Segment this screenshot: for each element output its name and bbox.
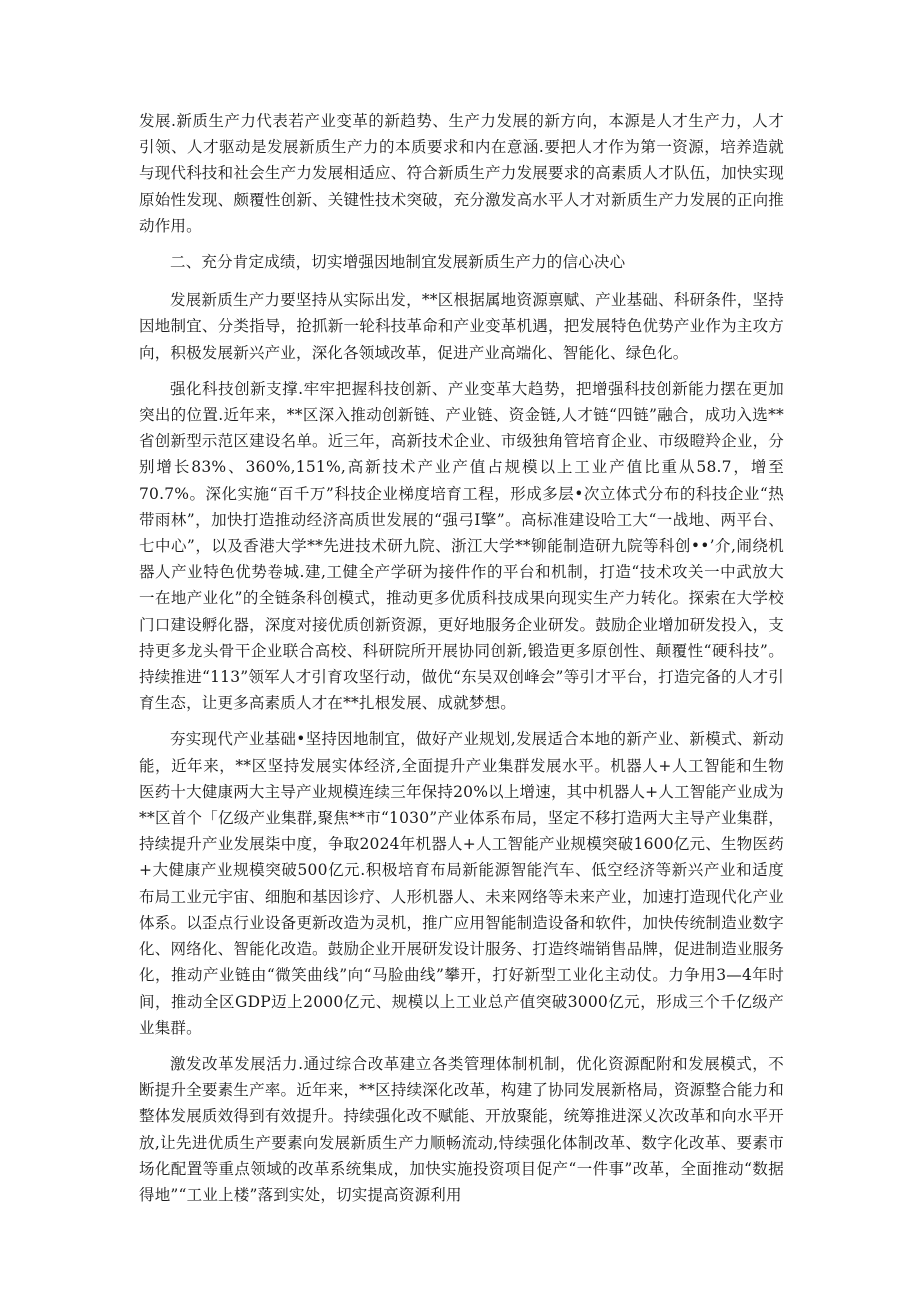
paragraph-modern-industry: 夯实现代产业基础•坚持因地制宜，做好产业规划,发展适合本地的新产业、新模式、新动能，近年来，**区坚持发展实体经济,全面提升产业集群发展水平。机器人+人工智能和生物医药十大健康两大主导产业规模连续三年保持20%以上增速，其中机器人+人工智能产业成为**区首个「亿级产业集群,聚焦**市“1030”产业体系布局，坚定不移打造两大主导产业集群，持续提升产业发展柒中度，争取2024年机器人+人工智能产业规模突破1600亿元、生物医药+大健康产业规模突破500亿元.积极培育布局新能源智能汽车、低空经济等新兴产业和适度布局工业元宇宙、细胞和基因诊疗、人形机器人、未来网络等未来产业，加速打造现代化产业体系。以歪点行业设备更新改造为灵机，推广应用智能制造设备和软件，加快传统制造业数字化、网络化、智能化改造。鼓励企业开展研发设计服务、打造终端销售品牌，促进制造业服务化，推动产业链由“微笑曲线”向“马脸曲线”攀开，打好新型工业化主动仗。力争用3—4年时间，推动全区GDP迈上2000亿元、规模以上工业总产值突破3000亿元，形成三个千亿级产业集群。 (139, 730, 784, 1037)
paragraph-reform-vitality: 激发改革发展活力.通过综合改革建立各类管理体制机制，优化资源配附和发展模式，不断提升全要素生产率。近年来，**区持续深化改革，构建了协同发展新格局，资源整合能力和整体发展质效得到有效提升。持续强化改不赋能、开放聚能，统筹推进深乂次改革和向水平开放,让先进优质生产要素向发展新质生产力顺畅流动,恃续强化体制改革、数字化改革、要素市场化配置等重点领域的改革系统集成，加快实施投资项目促产“一件事”改革，全面推动“数据得地”“工业上楼”落到实处，切实提高资源利用 (139, 1054, 784, 1204)
paragraph-talent-intro: 发展.新质生产力代表若产业变革的新趋势、生产力发展的新方向，本源是人才生产力，人才引领、人才驱动是发展新质生产力的本质要求和内在意涵.要把人才作为第一资源，培养造就与现代科技和社会生产力发展相适应、符合新质生产力发展要求的高素质人才队伍，加快实现原始性发现、颇覆性创新、关键性技术突破，充分激发高水平人才对新质生产力发展的正向推动作用。 (139, 112, 784, 235)
paragraph-tech-innovation: 强化科技创新支撑.牢牢把握科技创新、产业变革大趋势，把增强科技创新能力摆在更加突出的位置.近年来，**区深入推动创新链、产业链、资金链,人才链“四链”融合，成功入选**省创新型示范区建设名单。近三年，高新技术企业、市级独角管培育企业、市级瞪羚企业，分别增长83%、360%,151%,高新技术产业产值占规模以上工业产值比重从58.7，增至70.7%。深化实施“百千万”科技企业梯度培育工程，形成多层•次立体式分布的科技企业“热带雨林”，加快打造推动经济高质世发展的“强弓I擎”。高标准建设哈工大“一战地、两平台、七中心”，以及香港大学**先进技术研九院、浙江大学**铆能制造研九院等科创••’介,闹绕机器人产业特色优势卷城.建,工健全产学研为接件作的平台和机制，打造“技术攻关一中武放大一在地产业化”的全链条科创模式，推动更多优质科技成果向现实生产力转化。探索在大学校门口建设孵化器，深度对接优质创新资源，更好地服务企业研发。鼓励企业增加研发投入，支持更多龙头骨干企业联合高校、科研院所开展协同创新,锻造更多原创性、颠覆性“硬科技”。持续推进“113”领军人才引育攻坚行动，做优“东吴双创峰会”等引才平台，打造完备的人才引育生态，让更多高素质人才在**扎根发展、成就梦想。 (139, 379, 784, 713)
document-page (139, 108, 784, 1218)
paragraph-local-conditions: 发展新质生产力要坚持从实际出发，**区根据属地资源禀赋、产业基础、科研条件，坚持因地制宜、分类指导，抢抓新一轮科技革命和产业变革机遇，把发展特色优势产业作为主攻方向，积极发展新兴产业，深化各领域改革，促进产业高端化、智能化、绿色化。 (139, 291, 784, 362)
section-heading-2: 二、充分肯定成绩，切实增强因地制宜发展新质生产力的信心决心 (170, 253, 626, 272)
